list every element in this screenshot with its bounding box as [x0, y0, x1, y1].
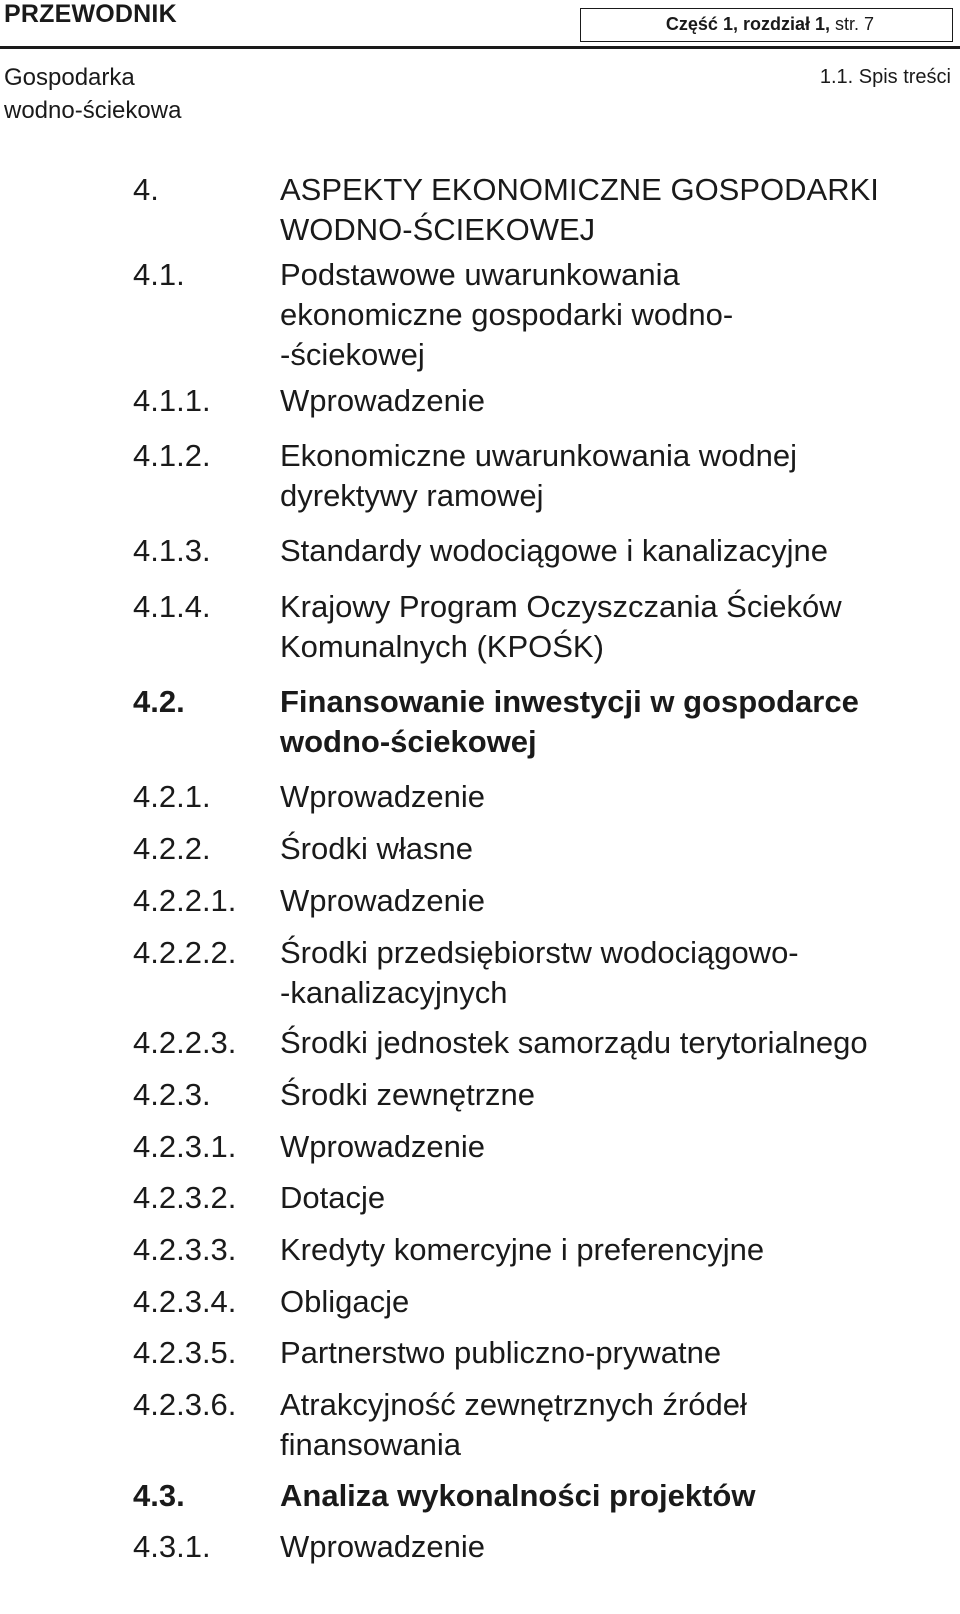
toc-title	[280, 531, 945, 571]
toc-title	[280, 1127, 945, 1167]
subject-line-1: Gospodarka	[4, 64, 135, 91]
toc-title	[280, 777, 945, 817]
toc-number: 4.2.1.	[133, 779, 211, 814]
toc-title-line: Środki zewnętrzne	[280, 1077, 536, 1112]
section-label: 1.1. Spis treści	[819, 66, 951, 88]
toc-title-line: Obligacje	[280, 1284, 410, 1319]
toc-title-line: dyrektywy ramowej	[280, 478, 544, 513]
toc-title	[280, 1476, 945, 1516]
toc-number: 4.2.3.1.	[133, 1129, 237, 1164]
toc-title	[280, 1385, 945, 1465]
toc-title-line: finansowania	[280, 1427, 461, 1462]
toc-title	[280, 933, 945, 1013]
toc-title-line: Wprowadzenie	[280, 1129, 486, 1164]
toc-number: 4.3.1.	[133, 1529, 211, 1564]
toc-number: 4.2.2.	[133, 831, 211, 866]
toc-number: 4.2.3.6.	[133, 1387, 237, 1422]
toc-title-line: -ściekowej	[280, 337, 425, 372]
toc-number: 4.1.1.	[133, 383, 211, 418]
toc-title-line: wodno-ściekowej	[280, 724, 537, 759]
toc-title-line: Wprowadzenie	[280, 779, 486, 814]
subject-line-2: wodno-ściekowa	[4, 97, 182, 124]
toc-title-line: Wprowadzenie	[280, 883, 486, 918]
toc-title	[280, 829, 945, 869]
toc-title-line: WODNO-ŚCIEKOWEJ	[280, 212, 596, 247]
toc-title-line: Analiza wykonalności projektów	[280, 1478, 756, 1513]
toc-title	[280, 1333, 945, 1373]
toc-number: 4.2.3.5.	[133, 1335, 237, 1370]
toc-number: 4.1.	[133, 257, 185, 292]
toc-title	[280, 682, 945, 762]
toc-number: 4.2.2.2.	[133, 935, 237, 970]
toc-title-line: ekonomiczne gospodarki wodno-	[280, 297, 734, 332]
toc-number: 4.2.3.	[133, 1077, 211, 1112]
toc-title	[280, 436, 945, 516]
toc-title-line: Środki przedsiębiorstw wodociągowo-	[280, 935, 799, 970]
header-rule	[0, 46, 960, 49]
toc-title	[280, 1230, 945, 1270]
toc-title-line: Środki własne	[280, 831, 473, 866]
toc-title	[280, 1527, 945, 1567]
toc-title-line: Wprowadzenie	[280, 1529, 486, 1564]
page-reference: str. 7	[829, 14, 874, 34]
toc-title	[280, 1178, 945, 1218]
toc-title-line: Standardy wodociągowe i kanalizacyjne	[280, 533, 828, 568]
toc-number: 4.2.2.3.	[133, 1025, 237, 1060]
toc-number: 4.1.3.	[133, 533, 211, 568]
toc-title	[280, 1023, 945, 1063]
toc-title	[280, 1282, 945, 1322]
toc-title-line: -kanalizacyjnych	[280, 975, 508, 1010]
toc-title-line: Atrakcyjność zewnętrznych źródeł	[280, 1387, 747, 1422]
toc-title	[280, 170, 945, 250]
toc-number: 4.3.	[133, 1478, 185, 1513]
toc-title	[280, 587, 945, 667]
toc-title	[280, 881, 945, 921]
toc-title-line: Wprowadzenie	[280, 383, 486, 418]
toc-number: 4.1.4.	[133, 589, 211, 624]
toc-title-line: Środki jednostek samorządu terytorialnego	[280, 1025, 868, 1060]
toc-title-line: Podstawowe uwarunkowania	[280, 257, 680, 292]
toc-number: 4.1.2.	[133, 438, 211, 473]
toc-title	[280, 255, 945, 375]
chapter-reference: Część 1, rozdział 1,	[665, 14, 830, 34]
toc-title-line: ASPEKTY EKONOMICZNE GOSPODARKI	[280, 172, 879, 207]
toc-number: 4.2.3.3.	[133, 1232, 237, 1267]
toc-number: 4.2.	[133, 684, 185, 719]
subject-label	[4, 61, 181, 127]
toc-title-line: Ekonomiczne uwarunkowania wodnej	[280, 438, 797, 473]
toc-title-line: Krajowy Program Oczyszczania Ścieków	[280, 589, 842, 624]
toc-title-line: Komunalnych (KPOŚK)	[280, 629, 604, 664]
toc-title-line: Finansowanie inwestycji w gospodarce	[280, 684, 859, 719]
toc-title-line: Kredyty komercyjne i preferencyjne	[280, 1232, 765, 1267]
toc-title	[280, 381, 945, 421]
toc-number: 4.2.3.2.	[133, 1180, 237, 1215]
toc-title-line: Dotacje	[280, 1180, 386, 1215]
chapter-reference-box	[580, 8, 953, 42]
toc-title	[280, 1075, 945, 1115]
toc-title-line: Partnerstwo publiczno-prywatne	[280, 1335, 722, 1370]
toc-number: 4.2.2.1.	[133, 883, 237, 918]
toc-number: 4.2.3.4.	[133, 1284, 237, 1319]
toc-number: 4.	[133, 172, 159, 207]
brand-title: PRZEWODNIK	[4, 0, 177, 28]
